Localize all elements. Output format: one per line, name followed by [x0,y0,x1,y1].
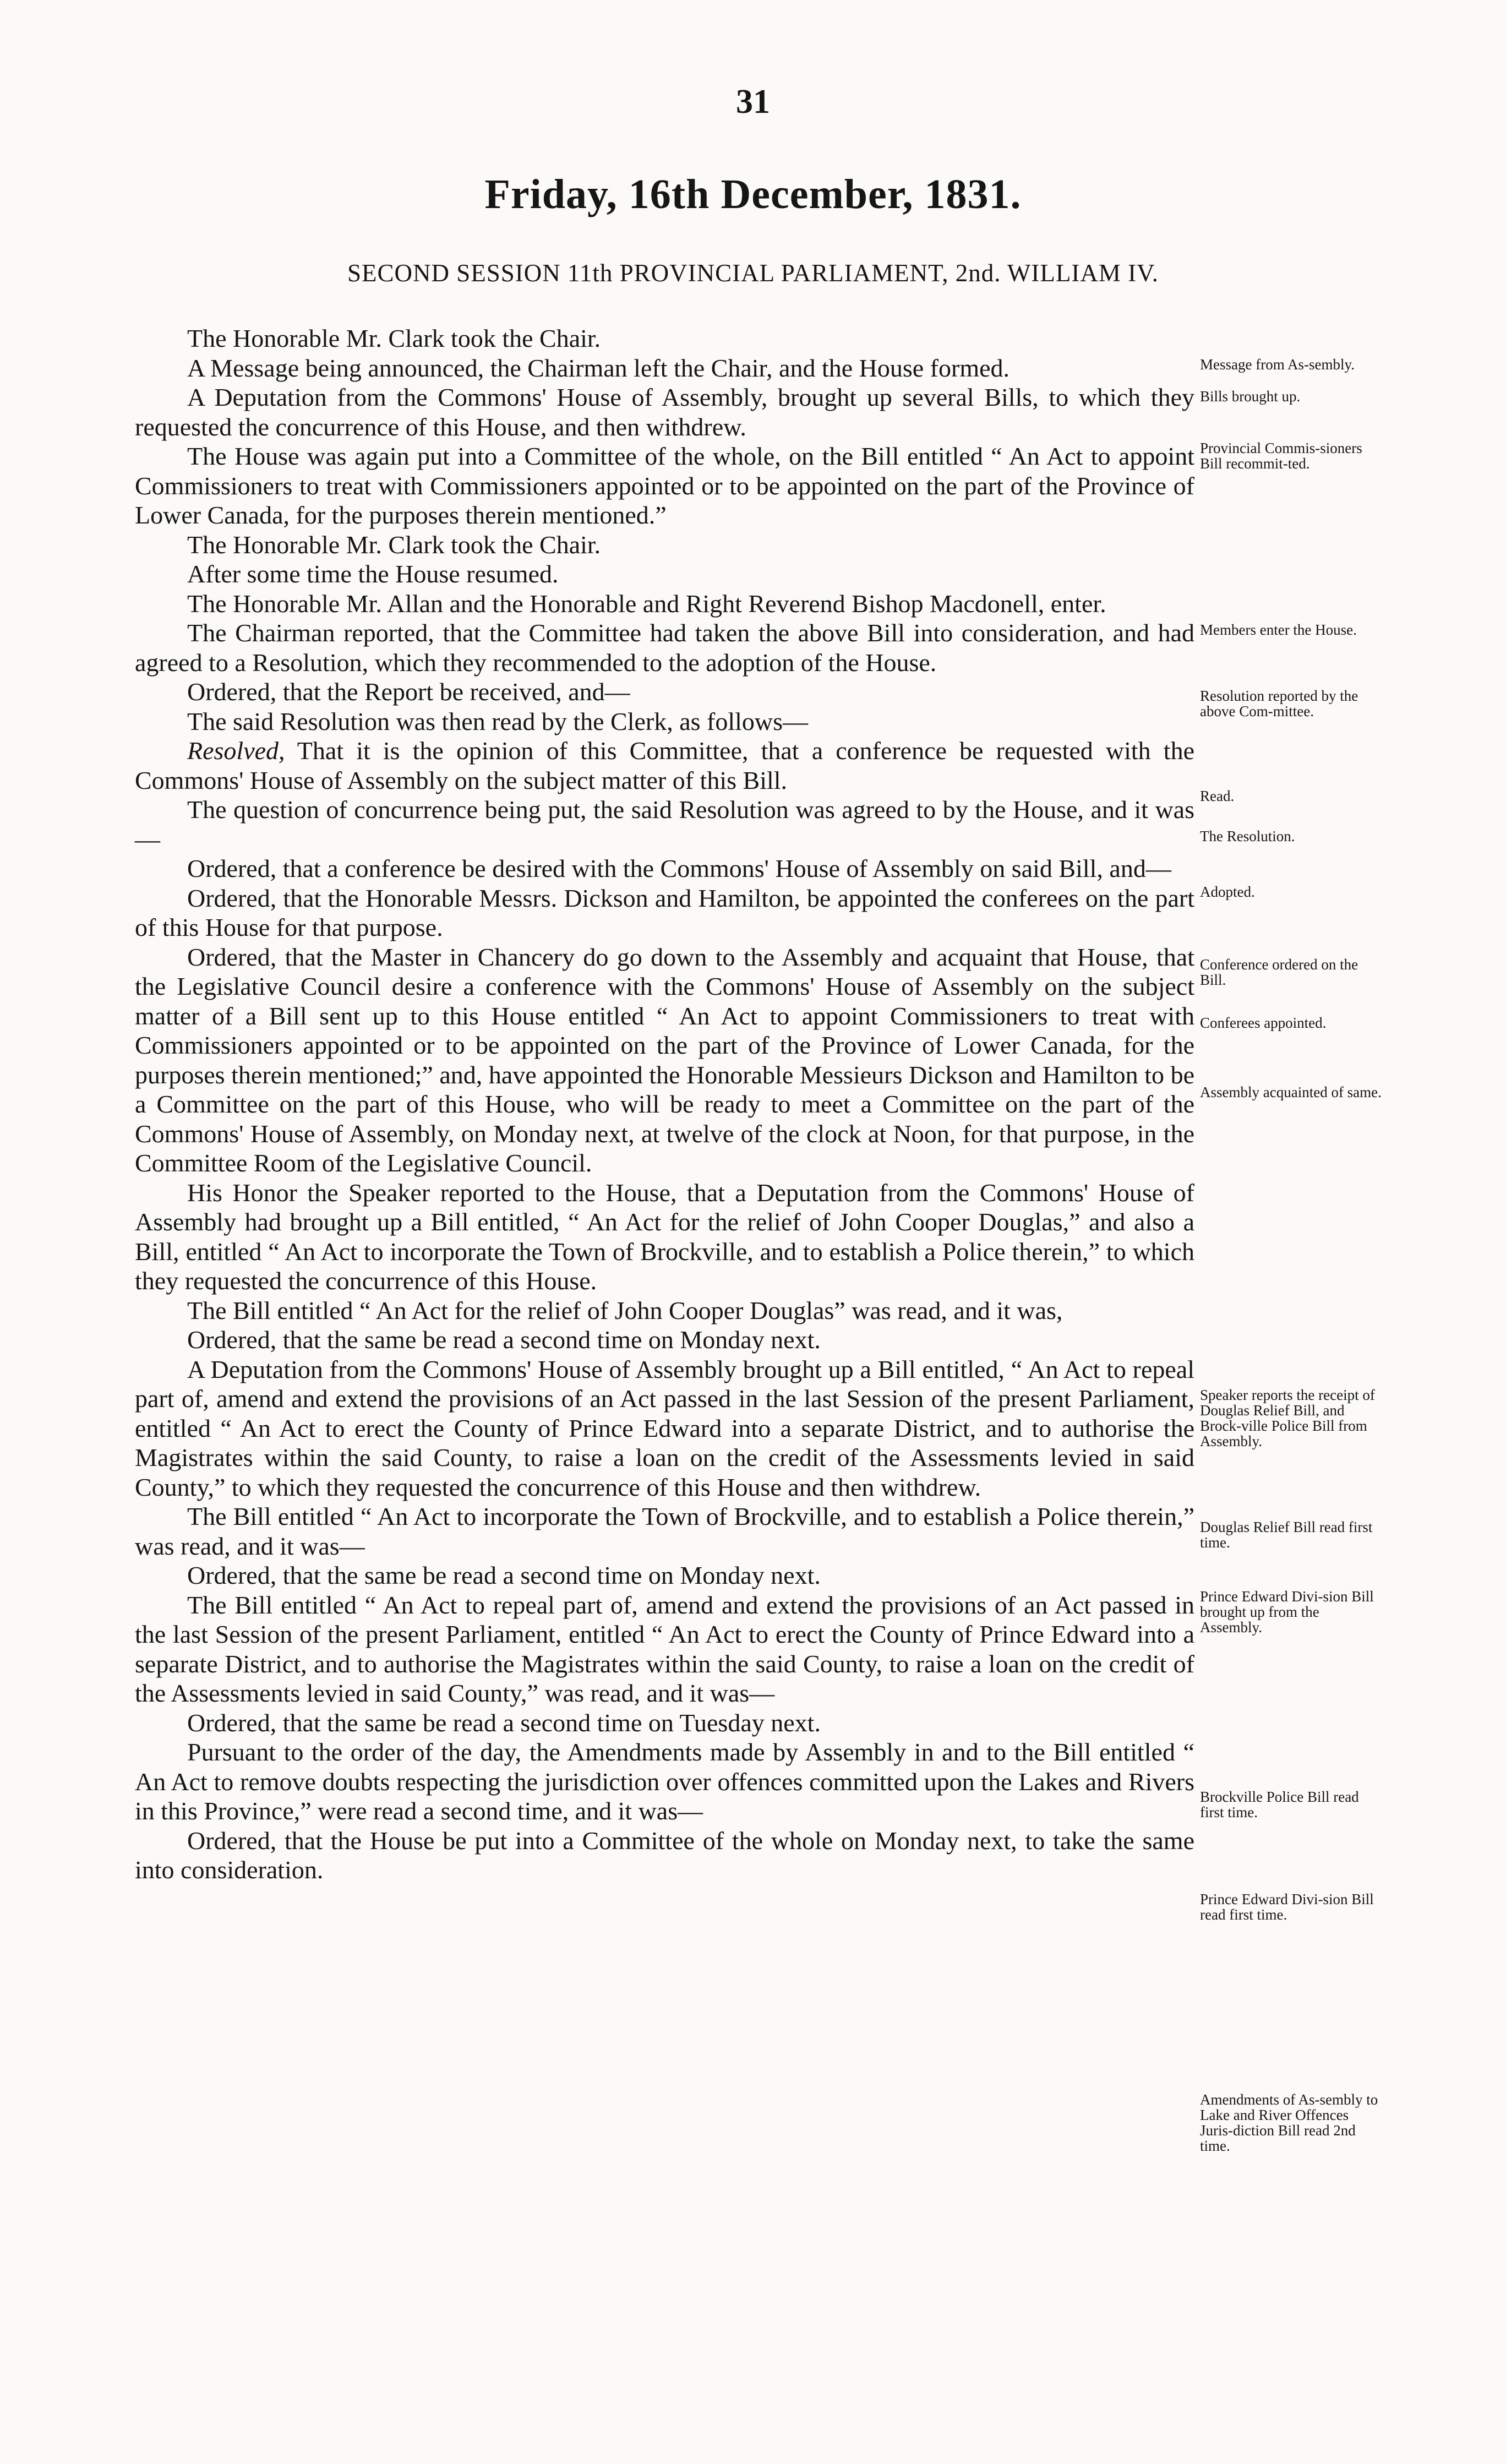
margin-note: Adopted. [1200,884,1255,900]
margin-note: Prince Edward Divi-sion Bill brought up from the Assembly. [1200,1588,1374,1636]
paragraph: Ordered, that the Honorable Messrs. Dickson and Hamilton, be appointed the conferees on the part of this House for that purpose. [135,884,1194,941]
paragraph: The House was again put into a Committee of the whole, on the Bill entitled “ An Act to appoint Commissioners to treat with Commissioners appointed or to be appointed on the part of the Province of Lower Canada, for the purposes therein mentioned.” [135,442,1194,529]
margin-note: Bills brought up. [1200,388,1301,405]
margin-note: Amendments of As-sembly to Lake and River Offences Juris-diction Bill read 2nd time. [1200,2091,1378,2154]
resolution-text: That it is the opinion of this Committee, that a conference be requested with the Commons' House of Assembly on the subject matter of this Bill. [135,737,1194,794]
paragraph: After some time the House resumed. [187,560,559,588]
paragraph: The Chairman reported, that the Committee had taken the above Bill into consideration, and had agreed to a Resolution, which they recommended to the adoption of the House. [135,619,1194,677]
paragraph: The Bill entitled “ An Act for the relief of John Cooper Douglas” was read, and it was, [187,1296,1063,1324]
margin-note: Read. [1200,788,1235,804]
paragraph: A Deputation from the Commons' House of Assembly, brought up several Bills, to which they requested the concurrence of this House, and then withdrew. [135,383,1194,441]
margin-note: Conference ordered on the Bill. [1200,956,1358,988]
paragraph: The Honorable Mr. Clark took the Chair. [187,530,601,559]
paragraph: Ordered, that the House be put into a Committee of the whole on Monday next, to take the same into consideration. [135,1826,1194,1884]
margin-note: Message from As-sembly. [1200,356,1355,373]
margin-note: Douglas Relief Bill read first time. [1200,1519,1373,1551]
paragraph: Ordered, that a conference be desired with the Commons' House of Assembly on said Bill, and— [187,854,1171,882]
paragraph: The Bill entitled “ An Act to repeal part of, amend and extend the provisions of an Act passed in the last Session of the present Parliament, entitled “ An Act to erect the County of Prince Edward into a separate District, and to authorise the Magistrates within the said County, to raise a loan on the credit of the Assessments levied in said County,” was read, and it was— [135,1590,1194,1707]
paragraph: The Bill entitled “ An Act to incorporate the Town of Brockville, and to establish a Police therein,” was read, and it was— [135,1502,1194,1560]
margin-note: Provincial Commis-sioners Bill recommit-ted. [1200,440,1362,472]
paragraph: His Honor the Speaker reported to the House, that a Deputation from the Commons' House of Assembly had brought up a Bill entitled, “ An Act for the relief of John Cooper Douglas,” and also a Bill, entitled “ An Act to incorporate the Town of Brockville, and to establish a Police therein,” to which they requested the concurrence of this House. [135,1178,1194,1295]
journal-body [135,324,1194,1885]
resolution-lead: Resolved, [187,737,285,765]
session-heading: SECOND SESSION 11th PROVINCIAL PARLIAMENT, 2nd. WILLIAM IV. [347,259,1159,287]
paragraph: The Honorable Mr. Clark took the Chair. [187,324,601,352]
paragraph: The question of concurrence being put, the said Resolution was agreed to by the House, and it was— [135,795,1194,853]
margin-note: Resolution reported by the above Com-mittee. [1200,688,1358,719]
paragraph: Ordered, that the Master in Chancery do go down to the Assembly and acquaint that House, that the Legislative Council desire a conference with the Commons' House of Assembly on the subject matter of a Bill sent up to this House entitled “ An Act to appoint Commissioners to treat with Commissioners appointed or to be appointed on the part of the Province of Lower Canada, for the purposes therein mentioned;” and, have appointed the Honorable Messieurs Dickson and Hamilton to be a Committee on the part of this House, who will be ready to meet a Committee on the part of the Commons' House of Assembly, on Monday next, at twelve of the clock at Noon, for that purpose, in the Committee Room of the Legislative Council. [135,942,1194,1177]
margin-note: Assembly acquainted of same. [1200,1084,1382,1100]
date-heading: Friday, 16th December, 1831. [484,171,1022,217]
margin-note: Members enter the House. [1200,622,1357,638]
resolution-paragraph [135,736,1194,795]
paragraph: Ordered, that the same be read a second time on Monday next. [187,1326,821,1354]
margin-note: Brockville Police Bill read first time. [1200,1789,1359,1820]
margin-note: Speaker reports the receipt of Douglas Relief Bill, and Brock-ville Police Bill from Assembly. [1200,1387,1375,1449]
paragraph: Ordered, that the Report be received, and— [187,678,630,706]
page-number: 31 [736,83,770,121]
paragraph: Pursuant to the order of the day, the Amendments made by Assembly in and to the Bill entitled “ An Act to remove doubts respecting the jurisdiction over offences committed upon the Lakes and Rivers in this Province,” were read a second time, and it was— [135,1738,1194,1825]
paragraph: Ordered, that the same be read a second time on Monday next. [187,1561,821,1589]
paragraph: Ordered, that the same be read a second time on Tuesday next. [187,1708,821,1737]
margin-note: The Resolution. [1200,828,1295,844]
paragraph: A Deputation from the Commons' House of Assembly brought up a Bill entitled, “ An Act to repeal part of, amend and extend the provisions of an Act passed in the last Session of the present Parliament, entitled “ An Act to erect the County of Prince Edward into a separate District, and to authorise the Magistrates within the said County, to raise a loan on the credit of the Assessments levied in said County,” to which they requested the concurrence of this House and then withdrew. [135,1355,1194,1501]
margin-note: Prince Edward Divi-sion Bill read first time. [1200,1891,1374,1923]
paragraph: The Honorable Mr. Allan and the Honorable and Right Reverend Bishop Macdonell, enter. [187,589,1106,618]
paragraph: A Message being announced, the Chairman left the Chair, and the House formed. [187,353,1010,382]
margin-note: Conferees appointed. [1200,1015,1327,1031]
paragraph: The said Resolution was then read by the Clerk, as follows— [187,707,809,735]
